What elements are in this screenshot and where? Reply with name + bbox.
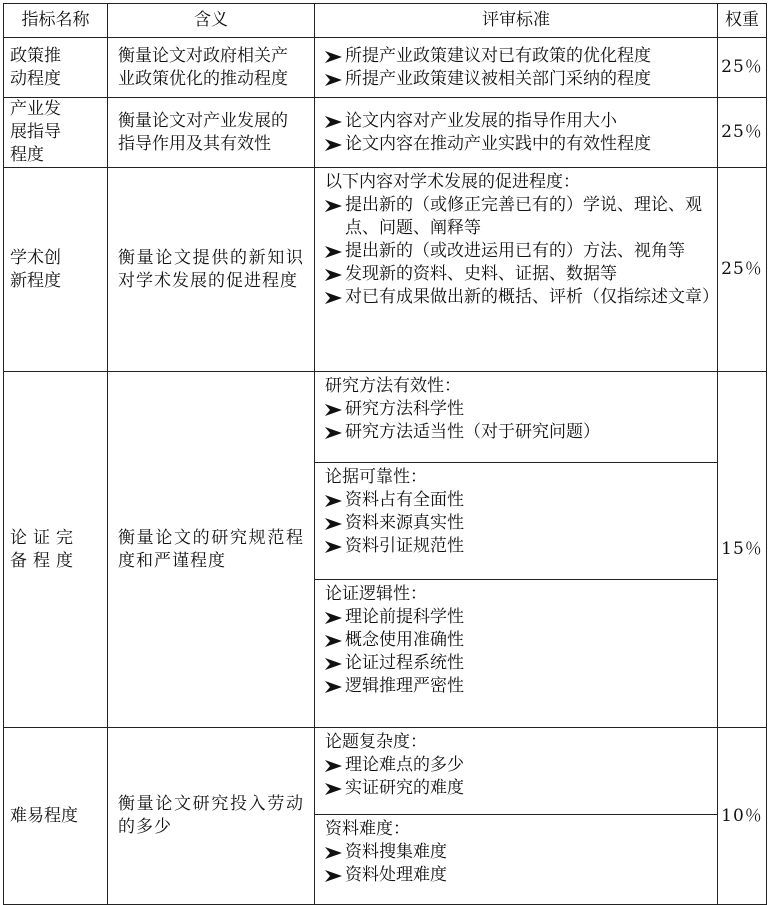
indicator-name-cell (4, 728, 108, 905)
criteria-group-title: 资料难度： (325, 819, 410, 839)
indicator-name: 学术创新程度 (10, 247, 61, 291)
criteria-item (325, 398, 711, 421)
criteria-item-text: 研究方法科学性 (345, 399, 464, 419)
criteria-group-title: 以下内容对学术发展的促进程度： (325, 172, 580, 192)
criteria-cell (315, 38, 718, 98)
criteria-item (325, 652, 711, 675)
weight-value: 25％ (721, 259, 763, 279)
arrow-bullet-icon (325, 263, 342, 281)
criteria-item-text: 提出新的（或改进运用已有的）方法、视角等 (345, 241, 685, 261)
criteria-group-title: 论证逻辑性： (325, 584, 427, 604)
criteria-item (325, 675, 711, 698)
criteria-item (325, 535, 711, 558)
arrow-bullet-icon (325, 45, 342, 63)
arrow-bullet-icon (325, 754, 342, 772)
table-row (4, 38, 767, 98)
criteria-group-title: 论据可靠性： (325, 467, 427, 487)
weight-value: 15％ (721, 539, 763, 559)
meaning-text: 衡量论文对产业发展的指导作用及其有效性 (118, 110, 288, 154)
criteria-cell (315, 463, 718, 580)
meaning-text: 衡量论文提供的新知识对学术发展的促进程度 (118, 247, 304, 291)
criteria-item (325, 629, 711, 652)
header-meaning: 含义 (108, 4, 315, 38)
meaning-cell (108, 168, 315, 372)
indicator-name: 论证完备程度 (10, 527, 79, 571)
criteria-cell (315, 580, 718, 728)
criteria-group-title: 研究方法有效性： (325, 376, 461, 396)
criteria-item (325, 606, 711, 629)
criteria-item-text: 资料搜集难度 (345, 842, 447, 862)
arrow-bullet-icon (325, 286, 342, 304)
meaning-text: 衡量论文对政府相关产业政策优化的推动程度 (118, 45, 288, 89)
criteria-item-text: 资料占有全面性 (345, 490, 464, 510)
criteria-item (325, 489, 711, 512)
criteria-item (325, 864, 711, 887)
arrow-bullet-icon (325, 68, 342, 86)
header-indicator-name: 指标名称 (4, 4, 108, 38)
criteria-item-text: 论证过程系统性 (345, 653, 464, 673)
criteria-item-text: 论文内容对产业发展的指导作用大小 (345, 110, 617, 131)
criteria-item-text: 研究方法适当性（对于研究问题） (345, 422, 600, 442)
criteria-item (325, 754, 711, 777)
criteria-item-text: 发现新的资料、史料、证据、数据等 (345, 264, 617, 284)
arrow-bullet-icon (325, 110, 342, 128)
meaning-cell (108, 38, 315, 98)
arrow-bullet-icon (325, 194, 342, 212)
criteria-item-text: 提出新的（或修正完善已有的）学说、理论、观点、问题、阐释等 (345, 195, 702, 238)
arrow-bullet-icon (325, 133, 342, 151)
criteria-item (325, 45, 711, 68)
table-row (4, 98, 767, 168)
arrow-bullet-icon (325, 240, 342, 258)
weight-value: 25％ (721, 57, 763, 77)
criteria-item-text: 资料来源真实性 (345, 513, 464, 533)
indicator-name: 产业发展指导程度 (10, 99, 61, 165)
criteria-cell (315, 815, 718, 905)
criteria-item-text: 逻辑推理严密性 (345, 676, 464, 696)
indicator-name: 政策推动程度 (10, 45, 61, 89)
criteria-item-text: 对已有成果做出新的概括、评析（仅指综述文章） (345, 287, 719, 307)
weight-value: 10％ (721, 805, 763, 826)
criteria-item-text: 论文内容在推动产业实践中的有效性程度 (345, 133, 651, 154)
arrow-bullet-icon (325, 864, 342, 882)
header-criteria: 评审标准 (315, 4, 718, 38)
criteria-item (325, 421, 711, 444)
table-row (4, 728, 767, 815)
criteria-item-text: 理论难点的多少 (345, 755, 464, 775)
meaning-cell (108, 98, 315, 168)
arrow-bullet-icon (325, 652, 342, 670)
table-header-row (4, 4, 767, 38)
meaning-text: 衡量论文研究投入劳动的多少 (118, 794, 304, 837)
meaning-cell (108, 372, 315, 728)
weight-cell (718, 38, 767, 98)
indicator-name-cell (4, 372, 108, 728)
weight-cell (718, 728, 767, 905)
evaluation-criteria-table (3, 3, 767, 905)
criteria-item-text: 所提产业政策建议对已有政策的优化程度 (345, 45, 651, 66)
criteria-cell (315, 372, 718, 463)
arrow-bullet-icon (325, 535, 342, 553)
criteria-item-text: 资料引证规范性 (345, 536, 464, 556)
arrow-bullet-icon (325, 398, 342, 416)
table-body (4, 38, 767, 905)
criteria-item (325, 240, 711, 263)
weight-cell (718, 168, 767, 372)
criteria-item-text: 实证研究的难度 (345, 778, 464, 798)
criteria-item (325, 194, 711, 240)
criteria-cell (315, 98, 718, 168)
weight-value: 25％ (721, 122, 763, 142)
criteria-group-title: 论题复杂度： (325, 732, 427, 752)
criteria-item (325, 263, 711, 286)
meaning-text: 衡量论文的研究规范程度和严谨程度 (118, 527, 304, 571)
weight-cell (718, 98, 767, 168)
criteria-item-text: 资料处理难度 (345, 865, 447, 885)
criteria-cell (315, 168, 718, 372)
indicator-name-cell (4, 168, 108, 372)
header-weight: 权重 (718, 4, 767, 38)
arrow-bullet-icon (325, 841, 342, 859)
criteria-item-text: 所提产业政策建议被相关部门采纳的程度 (345, 68, 651, 89)
criteria-cell (315, 728, 718, 815)
indicator-name: 难易程度 (10, 805, 78, 826)
criteria-item (325, 133, 711, 156)
indicator-name-cell (4, 98, 108, 168)
arrow-bullet-icon (325, 675, 342, 693)
criteria-item-text: 概念使用准确性 (345, 630, 464, 650)
arrow-bullet-icon (325, 489, 342, 507)
criteria-item (325, 841, 711, 864)
table-row (4, 372, 767, 463)
table-row (4, 168, 767, 372)
criteria-item (325, 777, 711, 800)
criteria-item (325, 110, 711, 133)
arrow-bullet-icon (325, 629, 342, 647)
arrow-bullet-icon (325, 606, 342, 624)
criteria-item (325, 68, 711, 91)
criteria-item (325, 512, 711, 535)
arrow-bullet-icon (325, 777, 342, 795)
arrow-bullet-icon (325, 512, 342, 530)
criteria-item-text: 理论前提科学性 (345, 607, 464, 627)
criteria-item (325, 286, 719, 309)
meaning-cell (108, 728, 315, 905)
arrow-bullet-icon (325, 421, 342, 439)
weight-cell (718, 372, 767, 728)
indicator-name-cell (4, 38, 108, 98)
